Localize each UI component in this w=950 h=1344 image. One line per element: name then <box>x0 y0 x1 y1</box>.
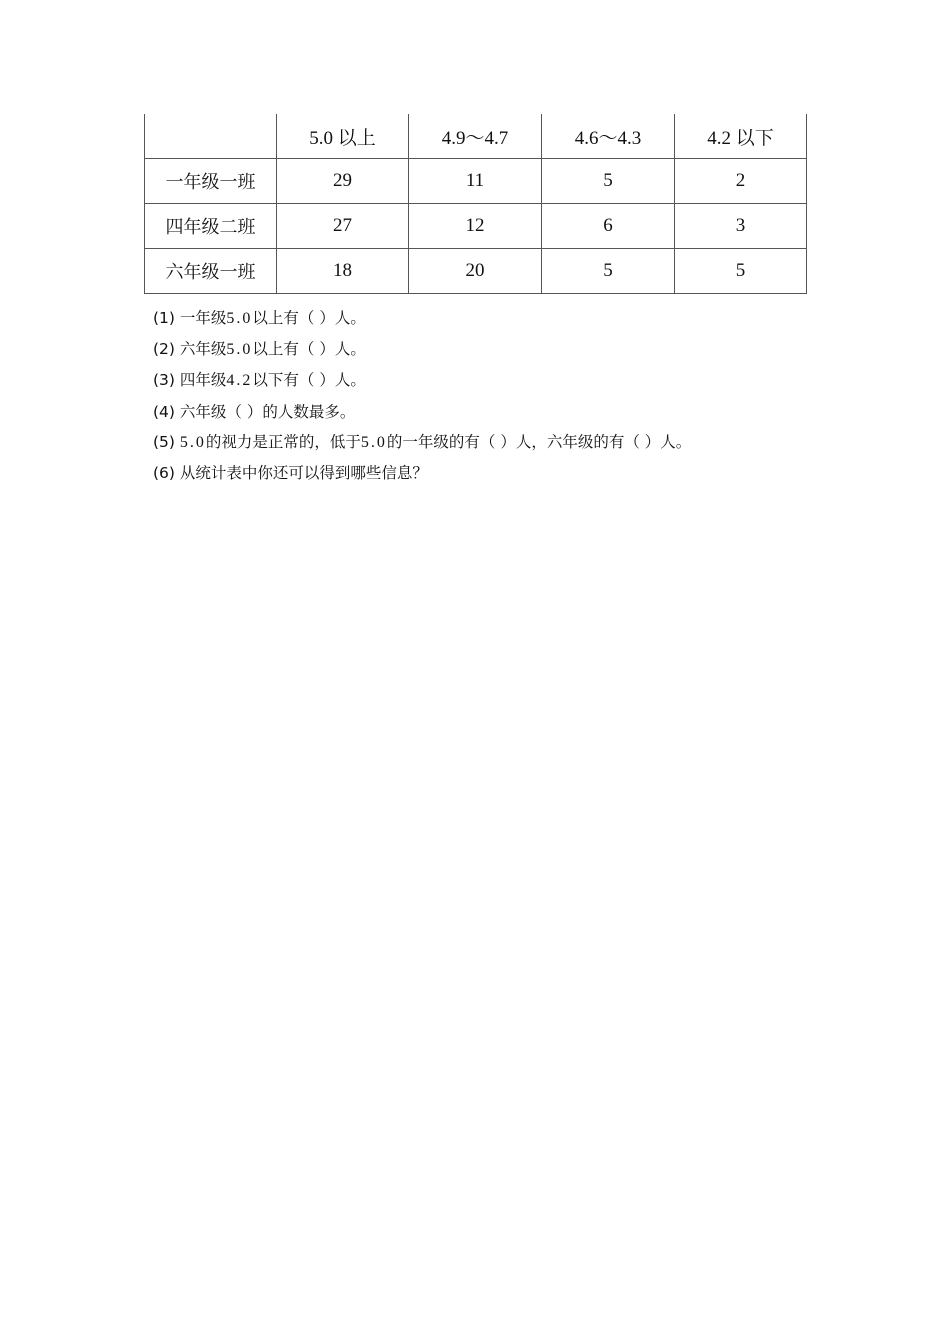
table-cell: 27 <box>277 204 409 249</box>
table-cell: 5 <box>675 249 807 294</box>
table-cell: 11 <box>409 159 542 204</box>
table-cell: 5 <box>542 249 675 294</box>
question-text: 六年级 <box>179 340 227 359</box>
question-number: (5) <box>153 432 175 451</box>
header-col: 4.9～4.7 <box>409 114 542 159</box>
question-5 <box>153 427 853 458</box>
table-cell: 2 <box>675 159 807 204</box>
question-number: (1) <box>153 309 175 327</box>
table-cell: 20 <box>409 249 542 294</box>
question-text: 以上有（ ）人。 <box>252 309 366 327</box>
table-row <box>145 249 807 294</box>
question-text: 的一年级的有（ ）人，六年级的有（ ）人。 <box>386 432 692 451</box>
question-number: (3) <box>153 371 175 390</box>
row-label: 一年级一班 <box>145 159 277 204</box>
table-row <box>145 204 807 249</box>
question-text: 以下有（ ）人。 <box>252 371 366 390</box>
question-text: 一年级 <box>179 309 227 327</box>
question-number: (4) <box>153 402 175 421</box>
header-col: 4.2 以下 <box>675 114 807 159</box>
table-cell: 6 <box>542 204 675 249</box>
table-cell: 18 <box>277 249 409 294</box>
question-text: 从统计表中你还可以得到哪些信息？ <box>179 464 428 483</box>
question-list <box>153 303 853 488</box>
row-label: 六年级一班 <box>145 249 277 294</box>
row-label: 四年级二班 <box>145 204 277 249</box>
table-row <box>145 159 807 204</box>
table-cell: 12 <box>409 204 542 249</box>
header-col: 5.0 以上 <box>277 114 409 159</box>
question-value: 5.0 <box>179 433 206 451</box>
question-1 <box>153 303 853 334</box>
table-cell: 3 <box>675 204 807 249</box>
question-text: 的视力是正常的，低于 <box>205 432 361 451</box>
question-2 <box>153 334 853 365</box>
question-number: (2) <box>153 340 175 359</box>
question-number: (6) <box>153 464 175 483</box>
table-header-row <box>145 114 807 159</box>
question-text: 以上有（ ）人。 <box>252 340 366 359</box>
table-cell: 29 <box>277 159 409 204</box>
vision-stats-table <box>144 114 807 294</box>
question-text: 四年级 <box>179 371 227 390</box>
question-value: 5.0 <box>360 433 387 451</box>
header-corner <box>145 114 277 159</box>
table-cell: 5 <box>542 159 675 204</box>
header-col: 4.6～4.3 <box>542 114 675 159</box>
question-text: 六年级（ ）的人数最多。 <box>179 402 356 421</box>
question-6 <box>153 458 853 488</box>
question-3 <box>153 365 853 396</box>
question-value: 5.0 <box>226 341 253 359</box>
question-value: 4.2 <box>226 372 253 390</box>
question-4 <box>153 397 853 427</box>
question-value: 5.0 <box>226 310 253 327</box>
